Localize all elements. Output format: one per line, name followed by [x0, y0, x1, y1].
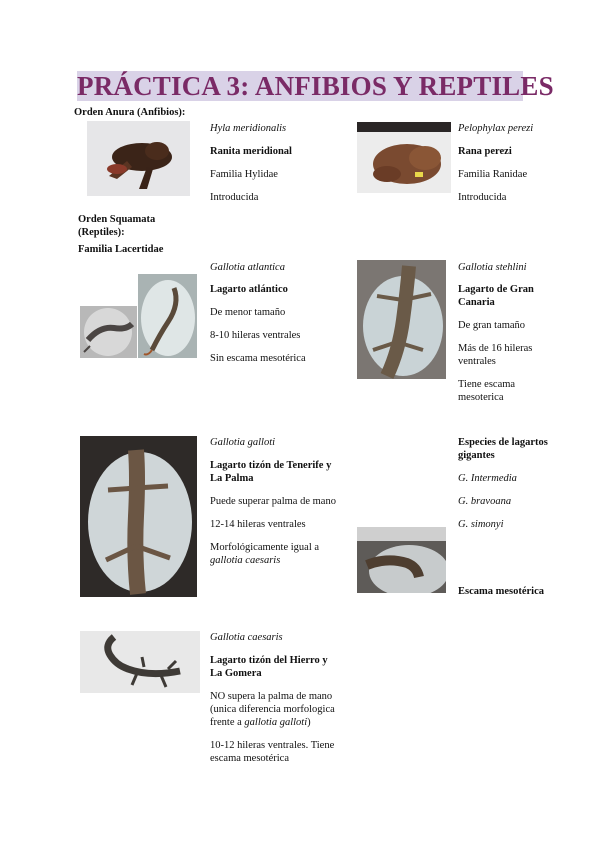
pelophylax-status: Introducida — [458, 192, 507, 203]
caesaris-feature-1-italic: gallotia galloti — [244, 717, 308, 728]
galloti-photo — [80, 436, 197, 597]
stehlini-feature-1: De gran tamaño — [458, 320, 526, 331]
pelophylax-family: Familia Ranidae — [458, 169, 528, 180]
stehlini-feature-3-line2: mesoterica — [458, 392, 504, 403]
orden-anura-heading: Orden Anura (Anfibios): — [74, 107, 186, 118]
gigantes-heading-line2: gigantes — [458, 450, 495, 461]
caesaris-feature-1-line2: (unica diferencia morfologica — [210, 704, 335, 715]
stehlini-photo — [357, 260, 446, 379]
caesaris-feature-2-line1: 10-12 hileras ventrales. Tiene — [210, 740, 335, 751]
stehlini-feature-3-line1: Tiene escama — [458, 379, 516, 390]
escama-mesoterica-label: Escama mesotérica — [458, 586, 545, 597]
stehlini-feature-2-line1: Más de 16 hileras — [458, 343, 533, 354]
familia-lacertidae-heading: Familia Lacertidae — [78, 244, 164, 255]
atlantica-feature-1: De menor tamaño — [210, 307, 286, 318]
galloti-common-line2: La Palma — [210, 473, 254, 484]
pelophylax-photo — [357, 122, 451, 193]
stehlini-feature-2-line2: ventrales — [458, 356, 496, 367]
caesaris-common-line1: Lagarto tizón del Hierro y — [210, 655, 328, 666]
caesaris-photo — [80, 631, 200, 693]
orden-squamata-heading: Orden Squamata — [78, 214, 156, 225]
hyla-scientific: Hyla meridionalis — [210, 123, 287, 134]
stehlini-common-line2: Canaria — [458, 297, 495, 308]
galloti-feature-3-line1: Morfológicamente igual a — [210, 542, 320, 553]
escama-photo — [357, 527, 446, 593]
galloti-scientific: Gallotia galloti — [210, 437, 276, 448]
page-title: PRÁCTICA 3: ANFIBIOS Y REPTILES — [77, 71, 554, 101]
hyla-common: Ranita meridional — [210, 146, 292, 157]
atlantica-feature-2: 8-10 hileras ventrales — [210, 330, 301, 341]
gigantes-heading-line1: Especies de lagartos — [458, 437, 548, 448]
hyla-photo — [87, 121, 190, 196]
caesaris-feature-2-line2: escama mesotérica — [210, 753, 289, 764]
hyla-family: Familia Hylidae — [210, 169, 278, 180]
pelophylax-scientific: Pelophylax perezi — [458, 123, 534, 134]
caesaris-scientific: Gallotia caesaris — [210, 632, 283, 643]
caesaris-common-line2: La Gomera — [210, 668, 262, 679]
atlantica-feature-3: Sin escama mesotérica — [210, 353, 306, 364]
atlantica-common: Lagarto atlántico — [210, 284, 288, 295]
caesaris-feature-1-suffix: ) — [307, 717, 311, 728]
galloti-common-line1: Lagarto tizón de Tenerife y — [210, 460, 332, 471]
atlantica-photo-1 — [80, 306, 137, 358]
pelophylax-common: Rana perezi — [458, 146, 512, 157]
stehlini-common-line1: Lagarto de Gran — [458, 284, 534, 295]
atlantica-scientific: Gallotia atlantica — [210, 262, 285, 273]
gigantes-species-2: G. bravoana — [458, 496, 512, 507]
stehlini-scientific: Gallotia stehlini — [458, 262, 527, 273]
caesaris-feature-1-prefix: frente a — [210, 717, 245, 728]
gigantes-species-3: G. simonyi — [458, 519, 504, 530]
galloti-feature-2: 12-14 hileras ventrales — [210, 519, 306, 530]
galloti-feature-1: Puede superar palma de mano — [210, 496, 336, 507]
hyla-status: Introducida — [210, 192, 259, 203]
caesaris-feature-1-line3 — [210, 716, 311, 729]
atlantica-photo-2 — [138, 274, 197, 358]
gigantes-species-1: G. Intermedia — [458, 473, 517, 484]
caesaris-feature-1-line1: NO supera la palma de mano — [210, 691, 333, 702]
orden-squamata-subheading: (Reptiles): — [78, 227, 125, 238]
galloti-feature-3-line2: gallotia caesaris — [210, 555, 281, 566]
